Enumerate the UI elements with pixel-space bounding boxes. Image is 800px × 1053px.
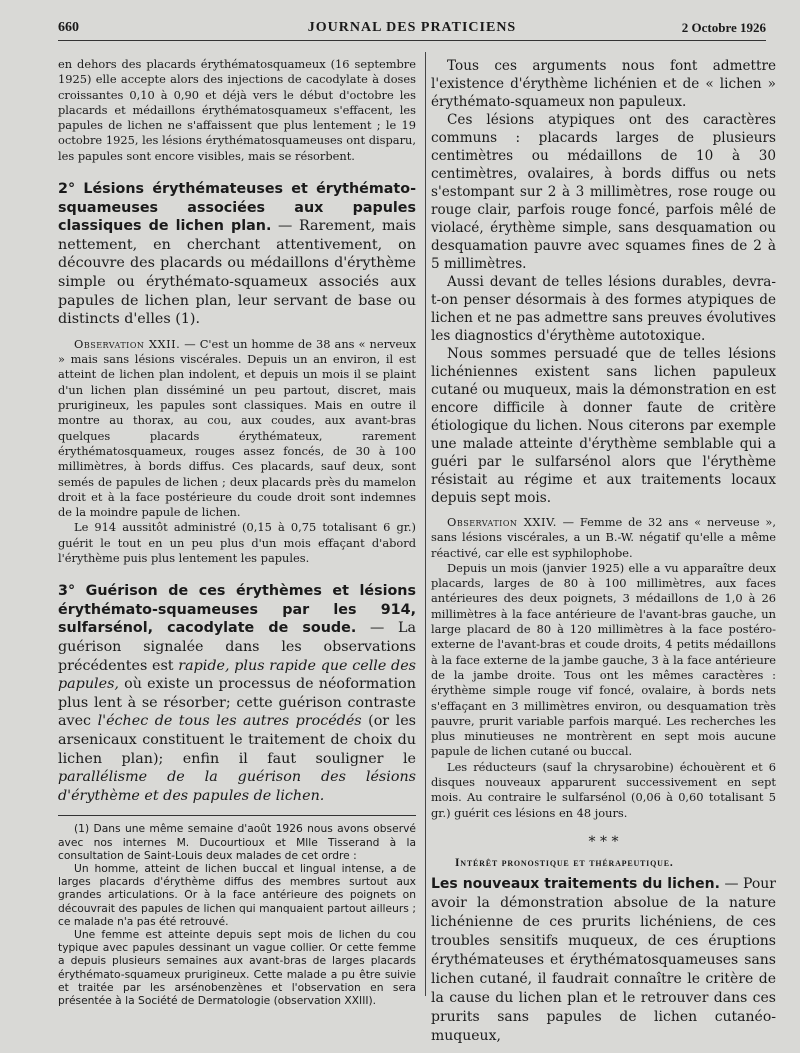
issue-date: 2 Octobre 1926	[681, 20, 766, 35]
section-2-paragraph	[58, 180, 416, 329]
observation-22	[58, 337, 416, 521]
treatments-paragraph	[431, 875, 776, 1046]
treatments-heading: Les nouveaux traitements du lichen.	[431, 875, 720, 892]
page-number: 660	[58, 20, 79, 35]
page-header	[58, 14, 766, 40]
observation-24-treatment: Les réducteurs (sauf la chrysarobine) échouèrent et 6 disques nouveaux apparurent successivement en sept mois. Au contraire le sulfarsénol (0,06 à 0,60 totalisant 5 gr.) guérit ces lésions en 48 jours.	[431, 759, 776, 820]
right-paragraph-1: Tous ces arguments nous font admettre l'existence d'érythème lichénien et de « lichen » érythémato-squameux non papuleux.	[431, 58, 776, 110]
footnote-1: (1) Dans une même semaine d'août 1926 nous avons observé avec nos internes M. Ducourtioux et Mlle Tisserand à la consultation de Saint-Louis deux malades de cet ordre :	[58, 822, 416, 862]
section-3-italic-2: l'échec de tous les autres procédés	[97, 713, 362, 730]
section-3-text-c: (or les arsenicaux constituent le traitement de choix du lichen plan); enfin il faut souligner le	[58, 713, 416, 767]
section-3-italic-1: rapide, plus rapide que celle des papules,	[58, 657, 416, 693]
header-rule	[58, 40, 766, 41]
observation-22-treatment: Le 914 aussitôt administré (0,15 à 0,75 totalisant 6 gr.) guérit le tout en un peu plus d'un mois effaçant d'abord l'érythème puis plus lentement les papules.	[58, 520, 416, 565]
continued-paragraph: en dehors des placards érythématosquameux (16 septembre 1925) elle accepte alors des injections de cacodylate à doses croissantes 0,10 à 0,90 et déjà vers le début d'octobre les placards et médaillons érythématosquameux s'effacent, les papules de lichen ne s'affaissent que plus lentement ; le 19 octobre 1925, les lésions érythématosquameuses ont disparu, les papules sont encore visibles, mais se résorbent.	[58, 57, 416, 163]
footnote-rule	[58, 815, 416, 816]
treatments-text: — Pour avoir la démonstration absolue de la nature lichénienne de ces prurits lichéniens, de ces troubles sensitifs muqueux, de ces éruptions érythémateuses et érythématosquameuses sans lichen cutané, il faudrait connaître le critère de la cause du lichen plan et le retrouver dans ces prurits sans papules de lichen cutanéo-muqueux,	[431, 875, 776, 1044]
observation-24-label: Observation XXIV.	[447, 515, 557, 529]
section-2-heading: 2° Lésions érythémateuses et érythémato-squameuses associées aux papules classiques de lichen plan.	[58, 181, 416, 235]
observation-22-text: — C'est un homme de 38 ans « nerveux » mais sans lésions viscérales. Depuis un an environ, il est atteint de lichen plan indolent, et depuis un mois il se plaint d'un lichen plan disséminé un peu partout, discret, mais prurigineux, les papules sont classiques. Mais en outre il montre au thorax, au cou, aux coudes, aux avant-bras quelques placards érythémateux, rarement érythématosquameux, rouges assez foncés, de 30 à 100 millimètres, à bords diffus. Ces placards, sauf deux, sont semés de papules de lichen ; deux placards près du mamelon droit et à la face postérieure du coude droit sont indemnes de la moindre papule de lichen.	[58, 336, 416, 520]
observation-24-text: — Femme de 32 ans « nerveuse », sans lésions viscérales, a un B.-W. négatif qu'elle a même réactivé, car elle est syphilophobe.	[431, 515, 776, 560]
right-paragraph-3: Aussi devant de telles lésions durables, devra-t-on penser désormais à des formes atypiques de lichen et ne pas admettre sans preuves évolutives les diagnostics d'érythème autotoxique.	[431, 274, 776, 344]
right-paragraph-2: Ces lésions atypiques ont des caractères communs : placards larges de plusieurs centimètres ou médaillons de 10 à 30 centimètres, ovalaires, à bords diffus ou nets s'estompant sur 2 à 3 millimètres, rose rouge ou rouge clair, parfois rouge foncé, parfois mêlé de violacé, érythème simple, sans desquamation ou desquamation pauvre avec squames fines de 2 à 5 millimètres.	[431, 112, 776, 272]
observation-24-description: Depuis un mois (janvier 1925) elle a vu apparaître deux placards, larges de 80 à 100 millimètres, aux faces antérieures des deux poignets, 3 médaillons de 1,0 à 26 millimètres à la face antérieure de l'avant-bras gauche, un large placard de 80 à 120 millimètres à la face postéro-externe de l'avant-bras et coude droits, 4 petits médaillons à la face externe de la jambe gauche, 3 à la face antérieure de la jambe droite. Tous ont les mêmes caractères : érythème simple rouge vif foncé, ovalaire, à bords nets s'effaçant en 3 millimètres environ, ou desquamation très pauvre, prurit variable parfois marqué. Les recherches les plus minutieuses ne montrèrent en sept mois aucune papule de lichen cutané ou buccal.	[431, 560, 776, 759]
footnote-2: Un homme, atteint de lichen buccal et lingual intense, a de larges placards d'érythème diffus des membres surtout aux grandes articulations. Or à la face antérieure des poignets on découvrait des papules de lichen qui manquaient partout ailleurs ; ce malade n'a pas été retrouvé.	[58, 862, 416, 928]
section-separator-stars: * * *	[588, 833, 619, 850]
footnote-3: Une femme est atteinte depuis sept mois de lichen du cou typique avec papules dessinant un vague collier. Or cette femme a depuis plusieurs semaines aux avant-bras de larges placards érythémato-squameux prurigineux. Cette malade a pu être suivie et traitée par les arsénobenzènes et l'observation en sera présentée à la Société de Dermatologie (observation XXIII).	[58, 928, 416, 1008]
section-3-text-b: où existe un processus de néoformation plus lent à se résorber; cette guérison contraste avec	[58, 676, 416, 730]
section-3-text-a: — La guérison signalée dans les observations précédentes est	[58, 620, 416, 674]
section-3-heading: 3° Guérison de ces érythèmes et lésions érythémato-squameuses par les 914, sulfarsénol, cacodylate de soude.	[58, 583, 416, 637]
section-3-italic-3: parallélisme de la guérison des lésions d'érythème et des papules de lichen.	[58, 769, 416, 804]
right-column	[431, 57, 776, 1046]
right-paragraph-4: Nous sommes persuadé que de telles lésions lichéniennes existent sans lichen papuleux cutané ou muqueux, mais la démonstration en est encore difficile à donner faute de critère étiologique du lichen. Nous citerons par exemple une malade atteinte d'érythème semblable qui a guéri par le sulfarsénol alors que l'érythème résistait au régime et aux traitements locaux depuis sept mois.	[431, 346, 776, 506]
section-3-paragraph	[58, 582, 416, 805]
left-column	[58, 57, 416, 1007]
column-divider	[425, 52, 426, 996]
observation-24	[431, 515, 776, 561]
observation-22-label: Observation XXII.	[74, 336, 181, 351]
section-2-text: — Rarement, mais nettement, en cherchant attentivement, on découvre des placards ou médaillons d'érythème simple ou érythémato-squameux associés aux papules de lichen plan, leur servant de base ou distincts d'elles (1).	[58, 218, 416, 328]
journal-title: JOURNAL DES PRATICIENS	[307, 20, 517, 35]
section-title: Intérêt pronostique et thérapeutique.	[455, 856, 674, 869]
